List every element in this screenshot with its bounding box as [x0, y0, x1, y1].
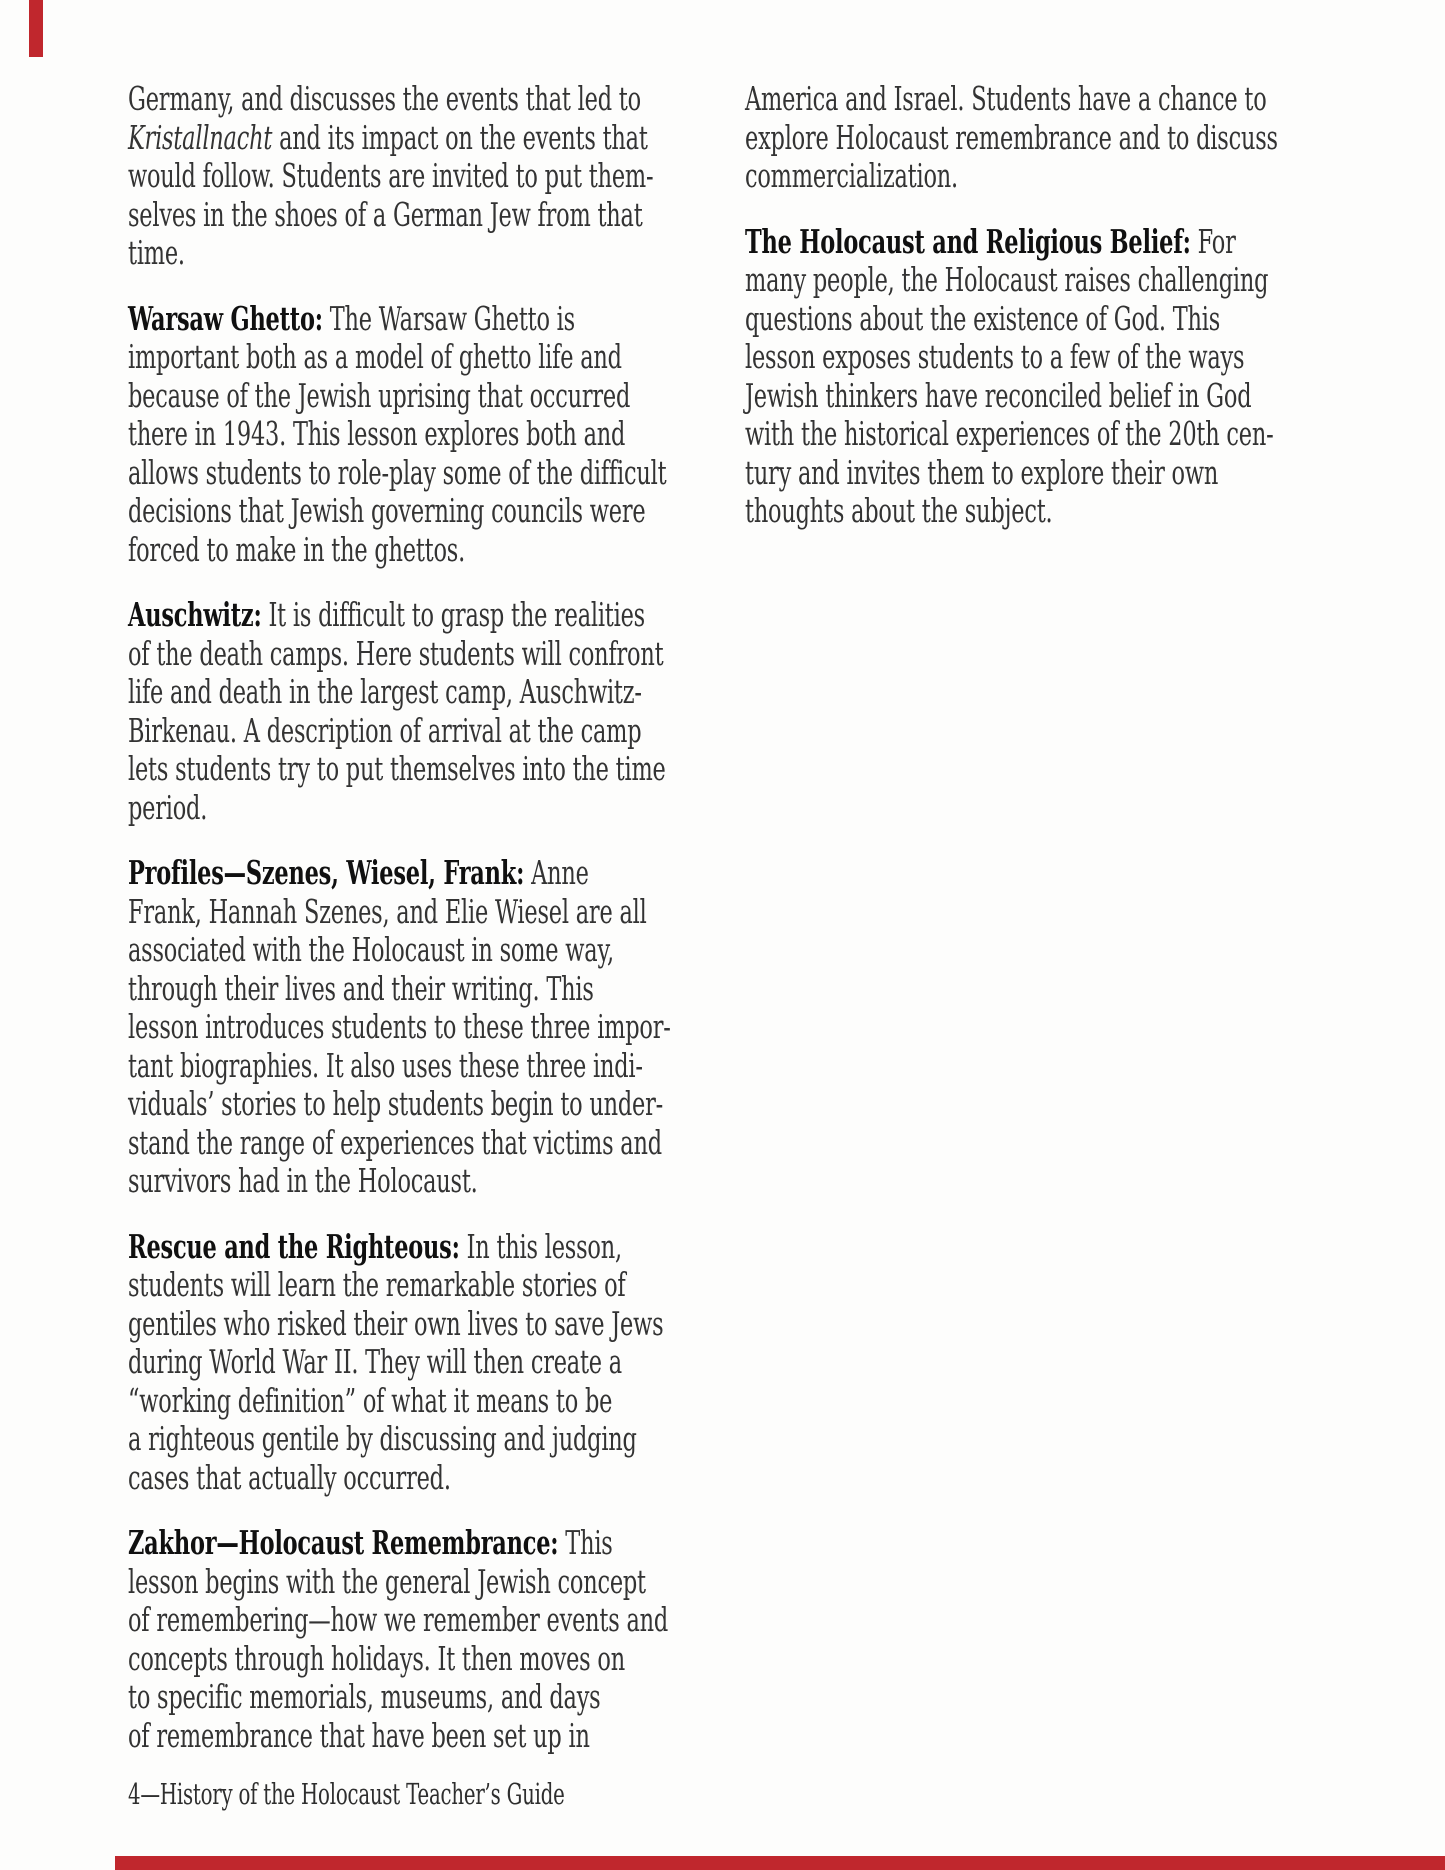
text-line — [745, 300, 1235, 339]
text-run: to specific memorials, museums, and days — [128, 1677, 601, 1716]
text-run: students will learn the remarkable stories of — [128, 1265, 626, 1304]
text-line — [128, 1045, 643, 1086]
paragraph — [128, 79, 654, 273]
paragraph — [745, 79, 1278, 196]
text-line — [128, 1419, 637, 1459]
text-run: associated with the Holocaust in some way, — [128, 930, 614, 969]
text-line — [128, 789, 618, 828]
text-line — [128, 1717, 618, 1756]
text-run: Frank, Hannah Szenes, and Elie Wiesel are all — [128, 891, 647, 931]
text-run: there in 1943. This lesson explores both and — [128, 414, 626, 453]
text-run: explore Holocaust remembrance and to discuss — [745, 117, 1278, 157]
text-line — [128, 1265, 626, 1305]
paragraph — [745, 221, 1274, 531]
text-line — [745, 454, 1235, 493]
paragraph — [128, 853, 671, 1201]
text-run: would follow. Students are invited to put them- — [128, 156, 654, 195]
text-run: commercialization. — [745, 156, 958, 195]
text-run: This — [558, 1523, 613, 1562]
text-line — [128, 452, 667, 493]
text-run: thoughts about the subject. — [745, 491, 1053, 530]
text-line — [128, 194, 643, 235]
text-run: stand the range of experiences that victims and — [128, 1122, 662, 1162]
text-line — [128, 1382, 618, 1421]
text-run: a righteous gentile by discussing and judging — [128, 1419, 637, 1458]
text-run: through their lives and their writing. This — [128, 968, 594, 1008]
text-run: Anne — [524, 853, 589, 892]
text-run: “working definition” of what it means to be — [128, 1380, 613, 1420]
text-line — [128, 414, 626, 454]
text-run: allows students to role-play some of the difficult — [128, 452, 667, 492]
text-run: lesson begins with the general Jewish concept — [128, 1561, 646, 1601]
text-line — [745, 492, 1235, 531]
text-run: Jewish thinkers have reconciled belief in God — [745, 375, 1252, 415]
text-line — [128, 1303, 664, 1344]
text-run: decisions that Jewish governing councils were — [128, 491, 646, 530]
text-run: with the historical experiences of the 20th cen- — [745, 414, 1274, 453]
paragraph — [128, 1523, 669, 1755]
section-heading: Profiles—Szenes, Wiesel, Frank: — [128, 853, 525, 892]
text-line — [128, 117, 648, 158]
text-line — [745, 260, 1269, 300]
text-run: tant biographies. It also uses these three indi- — [128, 1045, 643, 1085]
text-run: selves in the shoes of a German Jew from that — [128, 194, 643, 234]
text-run: and its impact on the events that — [272, 117, 648, 157]
text-run: lets students try to put themselves into the time — [128, 749, 666, 788]
text-run: of the death camps. Here students will confront — [128, 633, 664, 673]
right-column — [745, 79, 1278, 558]
text-line — [128, 300, 618, 339]
text-run: life and death in the largest camp, Auschwitz- — [128, 672, 642, 711]
text-run: For — [1190, 221, 1236, 261]
text-line — [128, 931, 618, 970]
text-line — [128, 1638, 625, 1679]
text-line — [128, 1226, 622, 1267]
text-line — [128, 1084, 664, 1124]
text-run: lesson introduces students to these three impor- — [128, 1007, 671, 1046]
text-line — [128, 970, 618, 1009]
text-run: because of the Jewish uprising that occurred — [128, 375, 631, 415]
text-line — [745, 414, 1274, 454]
text-run: The Warsaw Ghetto is — [322, 298, 575, 338]
section-heading: Zakhor—Holocaust Remembrance: — [128, 1523, 559, 1562]
text-line — [128, 1122, 662, 1163]
text-run: It is difficult to grasp the realities — [261, 595, 645, 634]
text-line — [128, 491, 646, 531]
text-line — [745, 157, 1235, 196]
text-run: America and Israel. Students have a chance to — [745, 79, 1267, 118]
red-footer-bar — [115, 1856, 1445, 1870]
text-run: In this lesson, — [459, 1226, 622, 1266]
text-run: forced to make in the ghettos. — [128, 529, 466, 569]
text-line — [128, 1600, 669, 1640]
text-run: cases that actually occurred. — [128, 1457, 451, 1497]
text-line — [128, 595, 645, 635]
paragraph — [128, 595, 666, 827]
text-line — [128, 633, 664, 674]
text-run: viduals’ stories to help students begin to under- — [128, 1084, 664, 1123]
text-line — [128, 891, 647, 932]
text-run: many people, the Holocaust raises challenging — [745, 260, 1269, 299]
text-run: time. — [128, 233, 185, 272]
text-run: of remembrance that have been set up in — [128, 1715, 590, 1755]
text-line — [745, 223, 1235, 262]
text-run: during World War II. They will then create a — [128, 1342, 622, 1381]
left-column — [128, 79, 671, 1782]
section-heading: Warsaw Ghetto: — [128, 298, 323, 338]
text-line — [128, 749, 666, 789]
text-line — [745, 337, 1245, 377]
text-run: lesson exposes students to a few of the ways — [745, 337, 1245, 376]
text-line — [128, 1007, 671, 1047]
section-heading: Rescue and the Righteous: — [128, 1226, 460, 1266]
text-run: questions about the existence of God. This — [745, 298, 1221, 338]
text-line — [128, 672, 642, 712]
text-line — [128, 1561, 646, 1602]
text-run: period. — [128, 787, 208, 827]
section-heading: Auschwitz: — [128, 595, 262, 634]
paragraph — [128, 298, 667, 570]
text-line — [745, 117, 1278, 158]
paragraph — [128, 1226, 664, 1498]
text-line — [128, 375, 631, 416]
text-line — [128, 1342, 622, 1382]
text-line — [128, 79, 641, 119]
text-run: of remembering—how we remember events and — [128, 1600, 669, 1639]
text-line — [128, 531, 618, 570]
text-run: Kristallnacht — [128, 117, 273, 157]
text-run: Birkenau. A description of arrival at the camp — [128, 710, 642, 750]
text-line — [745, 375, 1252, 416]
section-heading: The Holocaust and Religious Belief: — [745, 221, 1191, 261]
text-line — [128, 1524, 618, 1563]
red-tab-top-left — [29, 0, 43, 57]
text-line — [128, 1162, 618, 1201]
text-run: gentiles who risked their own lives to save Jews — [128, 1303, 664, 1343]
text-line — [745, 79, 1267, 119]
text-line — [128, 337, 622, 377]
text-line — [128, 710, 642, 751]
page-footer: 4—History of the Holocaust Teacher’s Guide — [128, 1777, 565, 1811]
text-run: Germany, and discusses the events that led to — [128, 79, 641, 118]
text-line — [128, 1678, 618, 1717]
text-run: important both as a model of ghetto life and — [128, 337, 622, 376]
text-line — [128, 1459, 618, 1498]
text-run: concepts through holidays. It then moves on — [128, 1638, 625, 1678]
text-run: survivors had in the Holocaust. — [128, 1161, 478, 1200]
text-run: tury and invites them to explore their own — [745, 452, 1219, 492]
text-line — [128, 234, 618, 273]
text-line — [128, 854, 618, 893]
text-line — [128, 156, 654, 196]
